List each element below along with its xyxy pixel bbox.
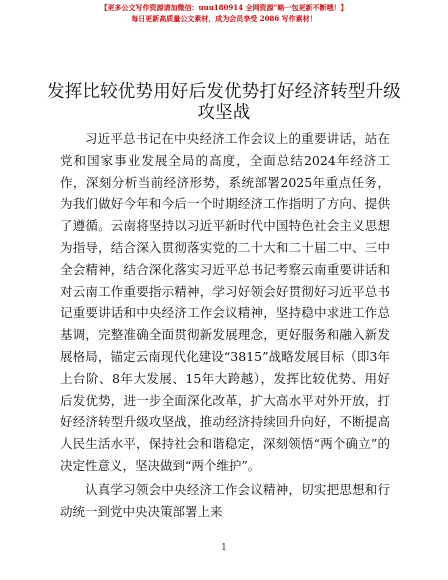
- promo-banner-line-1: 【更多公文写作资源请加微信：uuu180914 全网资源“略一包更新不断哦！】: [100, 3, 348, 12]
- body-paragraph-1: 习近平总书记在中央经济工作会议上的重要讲话，站在党和国家事业发展全局的高度，全面总结2024年经济工作，深刻分析当前经济形势，系统部署2025年重点任务，为我们做好今年和今后一个时期经济工作指明了方向、提供了遵循。云南将坚持以习近平新时代中国特色社会主义思想为指导，结合深入贯彻落实党的二十大和二十届二中、三中全会精神，结合深化落实习近平总书记考察云南重要讲话和对云南工作重要指示精神，学习好领会好贯彻好习近平总书记重要讲话和中央经济工作会议精神，坚持稳中求进工作总基调，完整准确全面贯彻新发展理念，更好服务和融入新发展格局，锚定云南现代化建设“3815”战略发展目标（即3年上台阶、8年大发展、15年大跨越），发挥比较优势、用好后发优势，进一步全面深化改革，扩大高水平对外开放，打好经济转型升级攻坚战，推动经济持续回升向好，不断提高人民生活水平，保持社会和谐稳定，深刻领悟“两个确立”的决定性意义，坚决做到“两个维护”。: [60, 131, 390, 473]
- page-number: 1: [221, 543, 227, 553]
- promo-banner-line-2: 每日更新高质量公文素材，成为会员享受 2086 写作素材！: [131, 14, 317, 23]
- body-paragraph-2: 认真学习领会中央经济工作会议精神，切实把思想和行动统一到党中央决策部署上来: [60, 481, 390, 519]
- document-title: 发挥比较优势用好后发优势打好经济转型升级攻坚战: [47, 82, 401, 123]
- document-body: [60, 128, 390, 522]
